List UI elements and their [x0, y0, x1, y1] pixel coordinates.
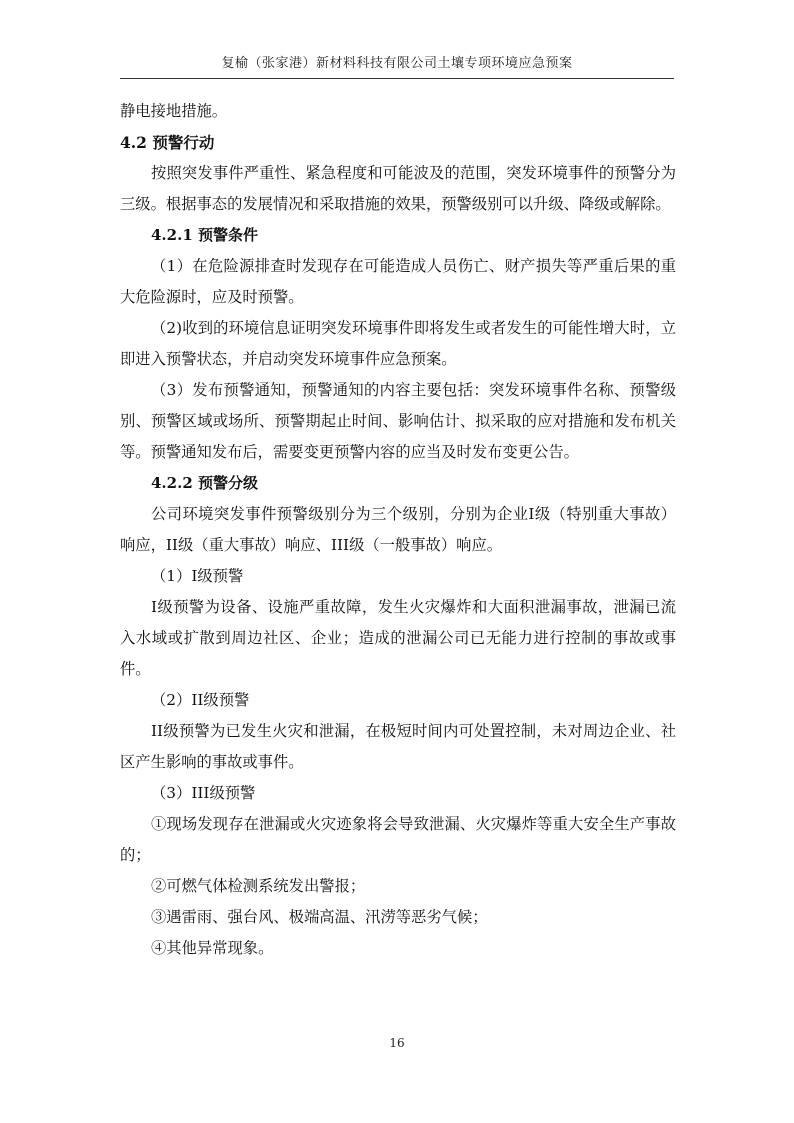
warning-condition-item: （1）在危险源排查时发现存在可能造成人员伤亡、财产损失等严重后果的重大危险源时，应及时预警。 — [120, 257, 676, 306]
warning-condition-item: （2)收到的环境信息证明突发环境事件即将发生或者发生的可能性增大时，立即进入预警状态，并启动突发环境事件应急预案。 — [120, 319, 676, 368]
level-3-item: ①现场发现存在泄漏或火灾迹象将会导致泄漏、火灾爆炸等重大安全生产事故的； — [120, 815, 676, 864]
level-1-title: （1）I级预警 — [151, 567, 244, 585]
level-3-item: ②可燃气体检测系统发出警报； — [151, 877, 366, 895]
header-divider — [120, 78, 674, 79]
level-2-title: （2）II级预警 — [151, 691, 250, 709]
running-header: 复榆（张家港）新材料科技有限公司土壤专项环境应急预案 — [221, 56, 573, 71]
section-4-2-2-heading: 4.2.2 预警分级 — [151, 474, 258, 492]
level-3-item: ③遇雷雨、强台风、极端高温、汛涝等恶劣气候； — [151, 908, 488, 926]
page-number: 16 — [389, 1036, 405, 1050]
warning-condition-item: （3）发布预警通知，预警通知的内容主要包括：突发环境事件名称、预警级别、预警区域或场所、预警期起止时间、影响估计、拟采取的应对措施和发布机关等。预警通知发布后，需要变更预警内容的应当及时发布变更公告。 — [120, 381, 676, 461]
level-1-text: I级预警为设备、设施严重故障，发生火灾爆炸和大面积泄漏事故，泄漏已流入水域或扩散到周边社区、企业；造成的泄漏公司已无能力进行控制的事故或事件。 — [120, 598, 676, 678]
level-3-item: ④其他异常现象。 — [151, 939, 274, 957]
section-4-2-heading: 4.2 预警行动 — [120, 133, 215, 152]
level-3-title: （3）III级预警 — [151, 784, 256, 802]
continuation-text: 静电接地措施。 — [120, 102, 228, 120]
section-4-2-2-intro: 公司环境突发事件预警级别分为三个级别，分别为企业I级（特别重大事故）响应，II级（重大事故）响应、III级（一般事故）响应。 — [120, 505, 676, 554]
section-4-2-1-heading: 4.2.1 预警条件 — [151, 226, 258, 244]
page-body — [120, 96, 676, 964]
section-4-2-intro: 按照突发事件严重性、紧急程度和可能波及的范围，突发环境事件的预警分为三级。根据事态的发展情况和采取措施的效果，预警级别可以升级、降级或解除。 — [120, 164, 676, 213]
level-2-text: II级预警为已发生火灾和泄漏，在极短时间内可处置控制，未对周边企业、社区产生影响的事故或事件。 — [120, 722, 676, 771]
